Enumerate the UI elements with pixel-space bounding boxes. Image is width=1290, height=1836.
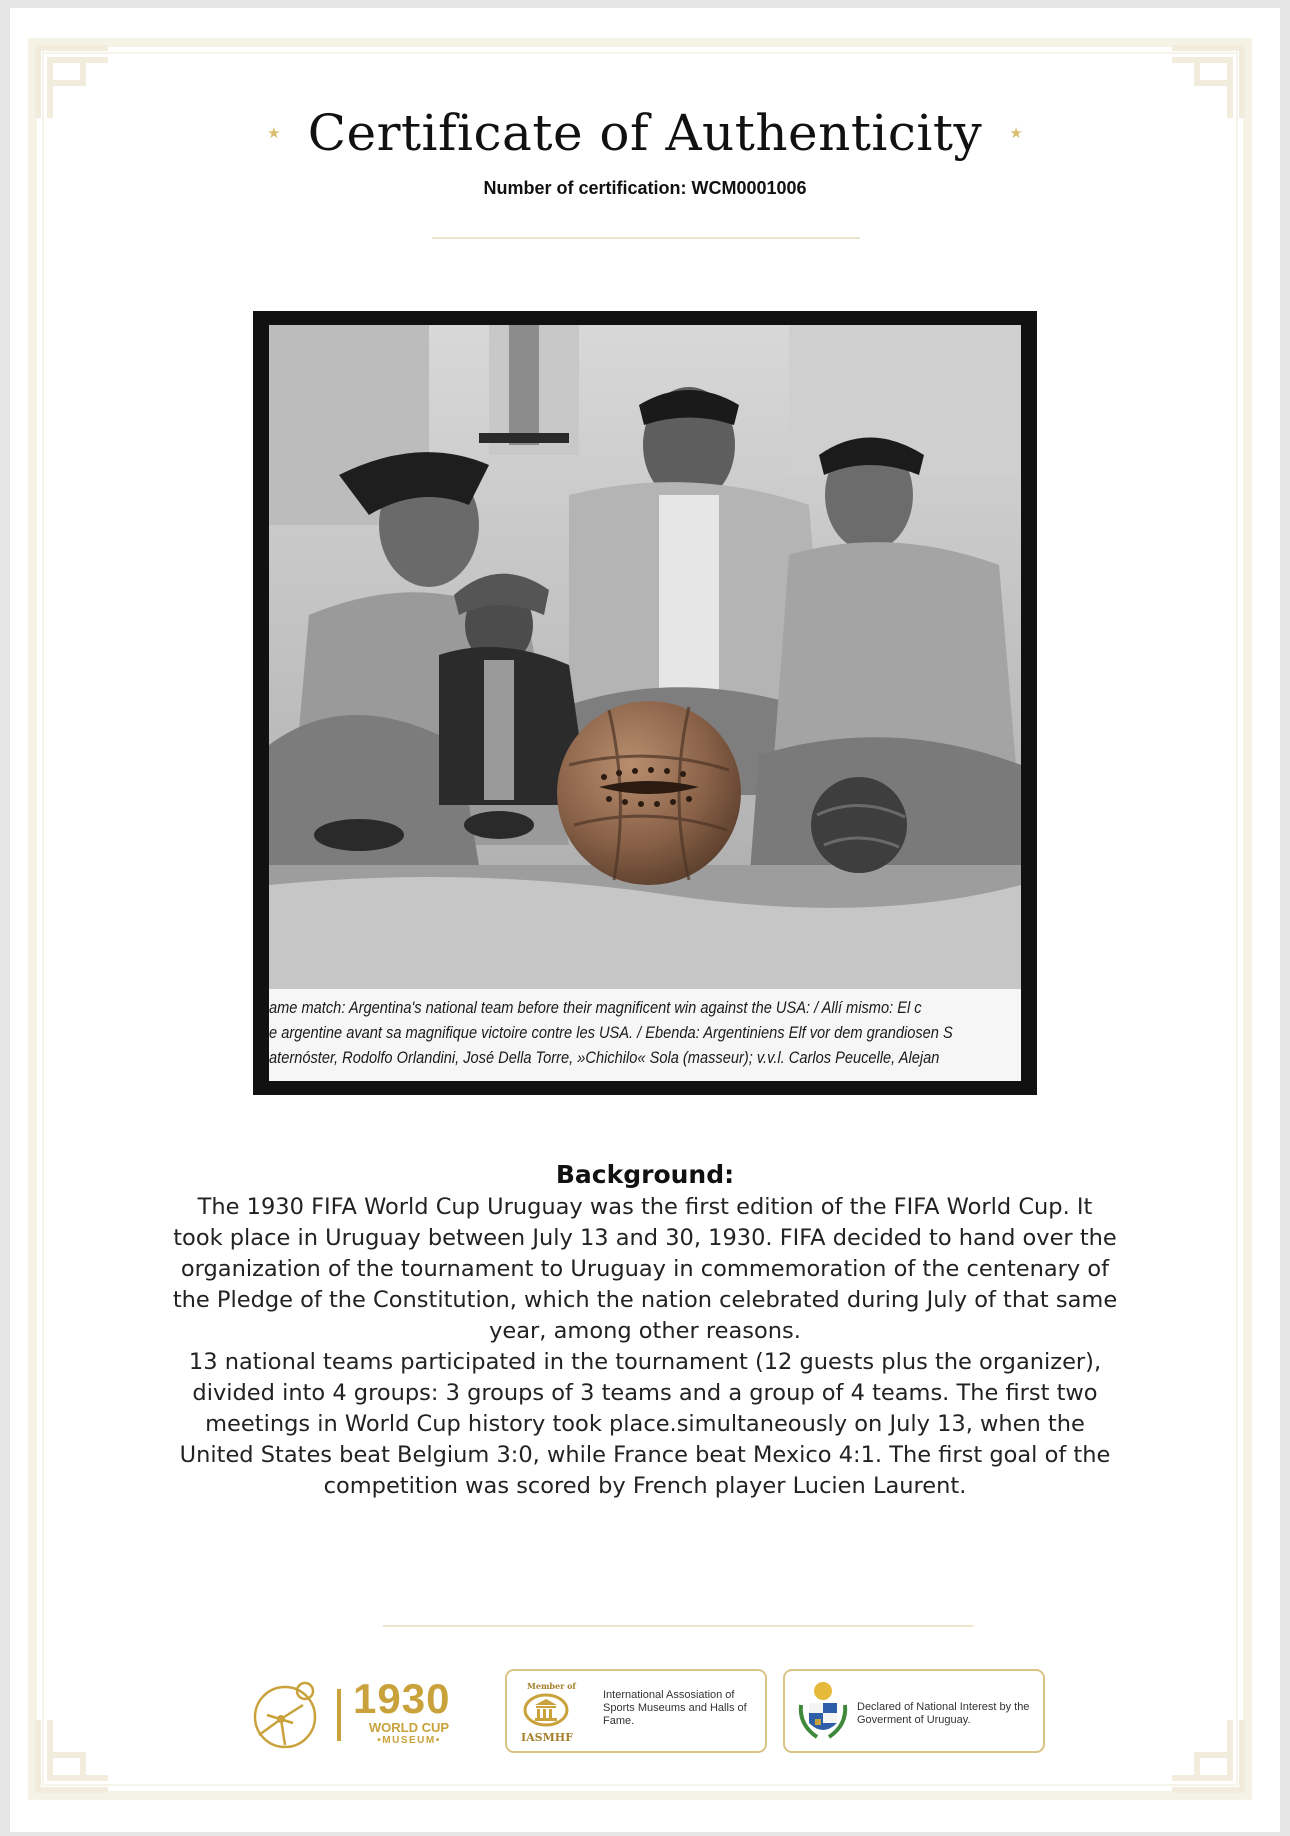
iasmhf-description: International Assosiation of Sports Museums and Halls of Fame. — [603, 1689, 747, 1727]
star-icon: ★ — [267, 124, 281, 142]
certificate-title: Certificate of Authenticity — [307, 104, 983, 162]
uruguay-description: Declared of National Interest by the Goverment of Uruguay. — [857, 1701, 1030, 1726]
photo-caption — [269, 989, 1021, 1081]
certification-number: Number of certification: WCM0001006 — [483, 178, 807, 198]
title-row — [0, 104, 1290, 162]
football-player-icon — [245, 1675, 325, 1755]
background-heading: Background: — [555, 1160, 735, 1189]
background-text — [170, 1192, 1120, 1502]
caption-line: e argentine avant sa magnifique victoire contre les USA. / Ebenda: Argentiniens Elf vor dem grandiosen S — [269, 1023, 953, 1042]
logo-separator — [337, 1689, 341, 1741]
uruguay-badge — [783, 1669, 1045, 1753]
divider — [432, 237, 860, 239]
caption-line: ame match: Argentina's national team before their magnificent win against the USA: / Allí mismo: El c — [269, 998, 922, 1017]
museum-label: •MUSEUM• — [377, 1735, 441, 1746]
framed-photo — [253, 311, 1037, 1095]
photo-image — [269, 325, 1021, 1081]
iasmhf-acronym: IASMHF — [521, 1731, 574, 1744]
star-icon: ★ — [1009, 124, 1023, 142]
background-paragraph: 13 national teams participated in the tournament (12 guests plus the organizer), divided into 4 groups: 3 groups of 3 teams and a group of 4 teams. The first two meetings in World Cup history took place.simultaneously on July 13, when the United States beat Belgium 3:0, while France beat Mexico 4:1. The first goal of the competition was scored by French player Lucien Laurent. — [179, 1349, 1111, 1499]
iasmhf-member-label: Member of — [527, 1681, 576, 1691]
museum-building-icon — [523, 1693, 569, 1727]
museum-year: 1930 — [353, 1675, 451, 1722]
uruguay-coat-of-arms-icon — [795, 1679, 851, 1743]
background-paragraph: The 1930 FIFA World Cup Uruguay was the first edition of the FIFA World Cup. It took place in Uruguay between July 13 and 30, 1930. FIFA decided to hand over the organization of the tournament to Uruguay in commemoration of the centenary of the Pledge of the Constitution, which the nation celebrated during July of that same year, among other reasons. — [172, 1194, 1118, 1344]
footer — [0, 1665, 1290, 1765]
caption-line: aternóster, Rodolfo Orlandini, José Della Torre, »Chichilo« Sola (masseur); v.v.l. Carlos Peucelle, Alejan — [269, 1048, 940, 1067]
divider — [383, 1625, 973, 1627]
team-photo-illustration — [269, 325, 1021, 989]
museum-logo — [245, 1675, 475, 1755]
iasmhf-badge — [505, 1669, 767, 1753]
museum-subtitle: WORLD CUP — [368, 1720, 450, 1735]
